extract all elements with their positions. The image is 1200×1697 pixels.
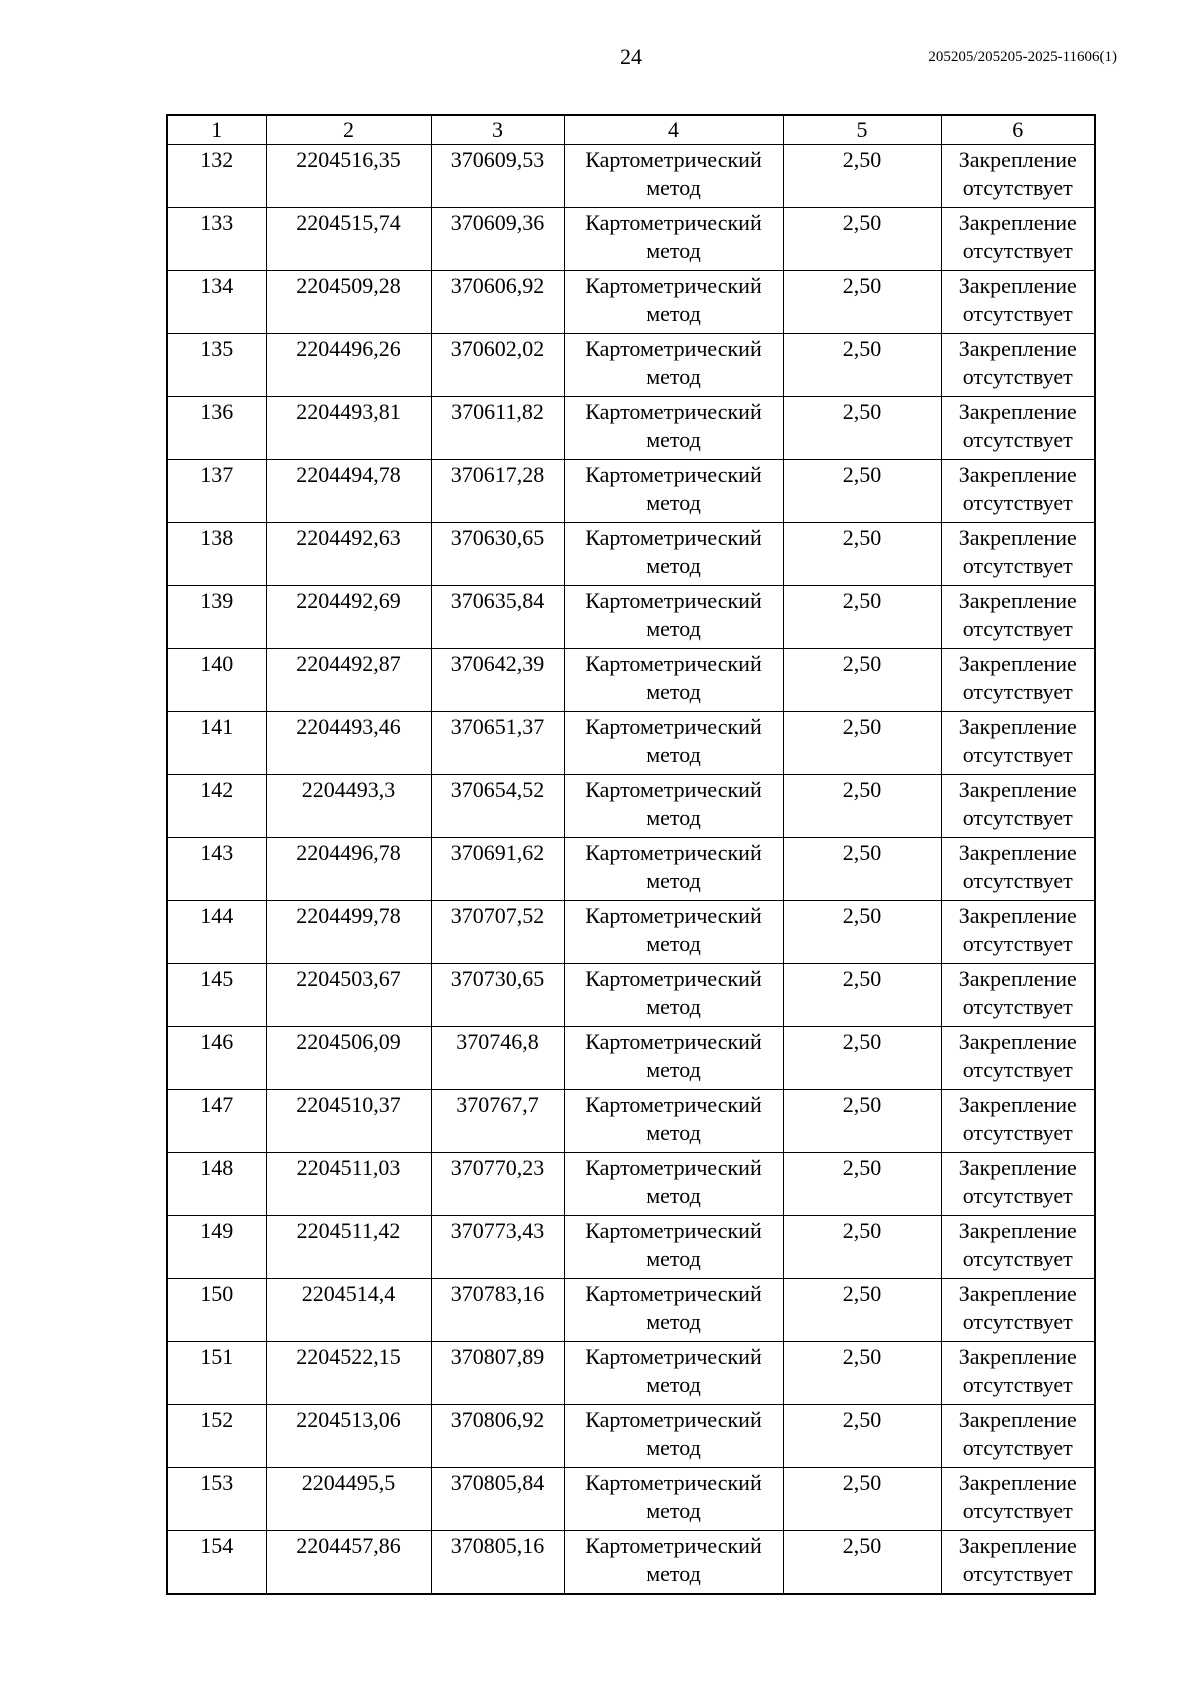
accuracy-cell: 2,50 — [783, 145, 941, 208]
point-number-cell: 149 — [167, 1216, 266, 1279]
marking-cell: Закрепление отсутствует — [941, 775, 1095, 838]
accuracy-cell: 2,50 — [783, 1342, 941, 1405]
y-coordinate-cell: 370730,65 — [431, 964, 564, 1027]
table-row — [167, 586, 1095, 649]
accuracy-cell: 2,50 — [783, 1279, 941, 1342]
table-row — [167, 1090, 1095, 1153]
method-cell: Картометрический метод — [564, 1405, 783, 1468]
y-coordinate-cell: 370617,28 — [431, 460, 564, 523]
marking-cell: Закрепление отсутствует — [941, 460, 1095, 523]
method-cell: Картометрический метод — [564, 1216, 783, 1279]
table-row — [167, 649, 1095, 712]
y-coordinate-cell: 370807,89 — [431, 1342, 564, 1405]
accuracy-cell: 2,50 — [783, 397, 941, 460]
point-number-cell: 152 — [167, 1405, 266, 1468]
marking-cell: Закрепление отсутствует — [941, 145, 1095, 208]
x-coordinate-cell: 2204509,28 — [266, 271, 431, 334]
column-header: 1 — [167, 115, 266, 145]
accuracy-cell: 2,50 — [783, 649, 941, 712]
marking-cell: Закрепление отсутствует — [941, 523, 1095, 586]
y-coordinate-cell: 370773,43 — [431, 1216, 564, 1279]
accuracy-cell: 2,50 — [783, 1090, 941, 1153]
marking-cell: Закрепление отсутствует — [941, 1468, 1095, 1531]
x-coordinate-cell: 2204515,74 — [266, 208, 431, 271]
method-cell: Картометрический метод — [564, 838, 783, 901]
x-coordinate-cell: 2204492,69 — [266, 586, 431, 649]
coordinates-table — [166, 114, 1096, 1595]
marking-cell: Закрепление отсутствует — [941, 1153, 1095, 1216]
method-cell: Картометрический метод — [564, 1279, 783, 1342]
method-cell: Картометрический метод — [564, 964, 783, 1027]
accuracy-cell: 2,50 — [783, 460, 941, 523]
x-coordinate-cell: 2204514,4 — [266, 1279, 431, 1342]
marking-cell: Закрепление отсутствует — [941, 586, 1095, 649]
x-coordinate-cell: 2204506,09 — [266, 1027, 431, 1090]
method-cell: Картометрический метод — [564, 523, 783, 586]
document-code: 205205/205205-2025-11606(1) — [928, 49, 1117, 65]
point-number-cell: 145 — [167, 964, 266, 1027]
method-cell: Картометрический метод — [564, 460, 783, 523]
marking-cell: Закрепление отсутствует — [941, 334, 1095, 397]
y-coordinate-cell: 370630,65 — [431, 523, 564, 586]
point-number-cell: 144 — [167, 901, 266, 964]
x-coordinate-cell: 2204516,35 — [266, 145, 431, 208]
x-coordinate-cell: 2204493,46 — [266, 712, 431, 775]
accuracy-cell: 2,50 — [783, 775, 941, 838]
x-coordinate-cell: 2204495,5 — [266, 1468, 431, 1531]
method-cell: Картометрический метод — [564, 712, 783, 775]
table-row — [167, 1342, 1095, 1405]
point-number-cell: 147 — [167, 1090, 266, 1153]
method-cell: Картометрический метод — [564, 649, 783, 712]
y-coordinate-cell: 370651,37 — [431, 712, 564, 775]
y-coordinate-cell: 370602,02 — [431, 334, 564, 397]
accuracy-cell: 2,50 — [783, 271, 941, 334]
accuracy-cell: 2,50 — [783, 1153, 941, 1216]
accuracy-cell: 2,50 — [783, 1216, 941, 1279]
method-cell: Картометрический метод — [564, 1342, 783, 1405]
y-coordinate-cell: 370635,84 — [431, 586, 564, 649]
column-header: 2 — [266, 115, 431, 145]
method-cell: Картометрический метод — [564, 271, 783, 334]
table-row — [167, 271, 1095, 334]
point-number-cell: 138 — [167, 523, 266, 586]
point-number-cell: 132 — [167, 145, 266, 208]
marking-cell: Закрепление отсутствует — [941, 901, 1095, 964]
method-cell: Картометрический метод — [564, 397, 783, 460]
y-coordinate-cell: 370806,92 — [431, 1405, 564, 1468]
y-coordinate-cell: 370642,39 — [431, 649, 564, 712]
x-coordinate-cell: 2204492,63 — [266, 523, 431, 586]
table-row — [167, 208, 1095, 271]
x-coordinate-cell: 2204493,3 — [266, 775, 431, 838]
point-number-cell: 133 — [167, 208, 266, 271]
y-coordinate-cell: 370609,36 — [431, 208, 564, 271]
accuracy-cell: 2,50 — [783, 1027, 941, 1090]
table-row — [167, 334, 1095, 397]
table-row — [167, 1405, 1095, 1468]
method-cell: Картометрический метод — [564, 1027, 783, 1090]
method-cell: Картометрический метод — [564, 145, 783, 208]
x-coordinate-cell: 2204511,03 — [266, 1153, 431, 1216]
table-row — [167, 838, 1095, 901]
accuracy-cell: 2,50 — [783, 901, 941, 964]
table-row — [167, 145, 1095, 208]
marking-cell: Закрепление отсутствует — [941, 1216, 1095, 1279]
marking-cell: Закрепление отсутствует — [941, 1531, 1095, 1595]
y-coordinate-cell: 370767,7 — [431, 1090, 564, 1153]
point-number-cell: 135 — [167, 334, 266, 397]
point-number-cell: 141 — [167, 712, 266, 775]
marking-cell: Закрепление отсутствует — [941, 1090, 1095, 1153]
x-coordinate-cell: 2204503,67 — [266, 964, 431, 1027]
table-row — [167, 1531, 1095, 1595]
table-row — [167, 523, 1095, 586]
point-number-cell: 136 — [167, 397, 266, 460]
point-number-cell: 154 — [167, 1531, 266, 1595]
point-number-cell: 134 — [167, 271, 266, 334]
method-cell: Картометрический метод — [564, 208, 783, 271]
page-number: 24 — [620, 44, 642, 69]
x-coordinate-cell: 2204493,81 — [266, 397, 431, 460]
table-row — [167, 397, 1095, 460]
accuracy-cell: 2,50 — [783, 1531, 941, 1595]
table-row — [167, 901, 1095, 964]
point-number-cell: 143 — [167, 838, 266, 901]
point-number-cell: 142 — [167, 775, 266, 838]
column-header: 3 — [431, 115, 564, 145]
accuracy-cell: 2,50 — [783, 208, 941, 271]
marking-cell: Закрепление отсутствует — [941, 649, 1095, 712]
y-coordinate-cell: 370770,23 — [431, 1153, 564, 1216]
point-number-cell: 153 — [167, 1468, 266, 1531]
point-number-cell: 151 — [167, 1342, 266, 1405]
y-coordinate-cell: 370707,52 — [431, 901, 564, 964]
x-coordinate-cell: 2204492,87 — [266, 649, 431, 712]
table-row — [167, 1216, 1095, 1279]
accuracy-cell: 2,50 — [783, 523, 941, 586]
y-coordinate-cell: 370691,62 — [431, 838, 564, 901]
method-cell: Картометрический метод — [564, 1090, 783, 1153]
accuracy-cell: 2,50 — [783, 586, 941, 649]
method-cell: Картометрический метод — [564, 334, 783, 397]
table-header-row — [167, 115, 1095, 145]
method-cell: Картометрический метод — [564, 1531, 783, 1595]
marking-cell: Закрепление отсутствует — [941, 208, 1095, 271]
table-row — [167, 775, 1095, 838]
table-row — [167, 712, 1095, 775]
point-number-cell: 139 — [167, 586, 266, 649]
marking-cell: Закрепление отсутствует — [941, 838, 1095, 901]
method-cell: Картометрический метод — [564, 775, 783, 838]
marking-cell: Закрепление отсутствует — [941, 271, 1095, 334]
x-coordinate-cell: 2204513,06 — [266, 1405, 431, 1468]
marking-cell: Закрепление отсутствует — [941, 397, 1095, 460]
point-number-cell: 146 — [167, 1027, 266, 1090]
y-coordinate-cell: 370805,84 — [431, 1468, 564, 1531]
table-row — [167, 1279, 1095, 1342]
column-header: 4 — [564, 115, 783, 145]
x-coordinate-cell: 2204496,78 — [266, 838, 431, 901]
y-coordinate-cell: 370611,82 — [431, 397, 564, 460]
x-coordinate-cell: 2204511,42 — [266, 1216, 431, 1279]
point-number-cell: 140 — [167, 649, 266, 712]
marking-cell: Закрепление отсутствует — [941, 1405, 1095, 1468]
column-header: 5 — [783, 115, 941, 145]
method-cell: Картометрический метод — [564, 586, 783, 649]
table-body — [167, 115, 1095, 1594]
table-row — [167, 1027, 1095, 1090]
x-coordinate-cell: 2204510,37 — [266, 1090, 431, 1153]
y-coordinate-cell: 370746,8 — [431, 1027, 564, 1090]
point-number-cell: 148 — [167, 1153, 266, 1216]
accuracy-cell: 2,50 — [783, 1468, 941, 1531]
y-coordinate-cell: 370805,16 — [431, 1531, 564, 1595]
y-coordinate-cell: 370654,52 — [431, 775, 564, 838]
accuracy-cell: 2,50 — [783, 1405, 941, 1468]
marking-cell: Закрепление отсутствует — [941, 712, 1095, 775]
y-coordinate-cell: 370606,92 — [431, 271, 564, 334]
accuracy-cell: 2,50 — [783, 712, 941, 775]
y-coordinate-cell: 370609,53 — [431, 145, 564, 208]
y-coordinate-cell: 370783,16 — [431, 1279, 564, 1342]
marking-cell: Закрепление отсутствует — [941, 1027, 1095, 1090]
x-coordinate-cell: 2204499,78 — [266, 901, 431, 964]
x-coordinate-cell: 2204457,86 — [266, 1531, 431, 1595]
accuracy-cell: 2,50 — [783, 334, 941, 397]
x-coordinate-cell: 2204496,26 — [266, 334, 431, 397]
point-number-cell: 137 — [167, 460, 266, 523]
column-header: 6 — [941, 115, 1095, 145]
table-row — [167, 964, 1095, 1027]
table-row — [167, 1153, 1095, 1216]
x-coordinate-cell: 2204522,15 — [266, 1342, 431, 1405]
marking-cell: Закрепление отсутствует — [941, 964, 1095, 1027]
accuracy-cell: 2,50 — [783, 964, 941, 1027]
method-cell: Картометрический метод — [564, 901, 783, 964]
method-cell: Картометрический метод — [564, 1153, 783, 1216]
accuracy-cell: 2,50 — [783, 838, 941, 901]
table-row — [167, 460, 1095, 523]
x-coordinate-cell: 2204494,78 — [266, 460, 431, 523]
point-number-cell: 150 — [167, 1279, 266, 1342]
marking-cell: Закрепление отсутствует — [941, 1279, 1095, 1342]
method-cell: Картометрический метод — [564, 1468, 783, 1531]
table-row — [167, 1468, 1095, 1531]
marking-cell: Закрепление отсутствует — [941, 1342, 1095, 1405]
